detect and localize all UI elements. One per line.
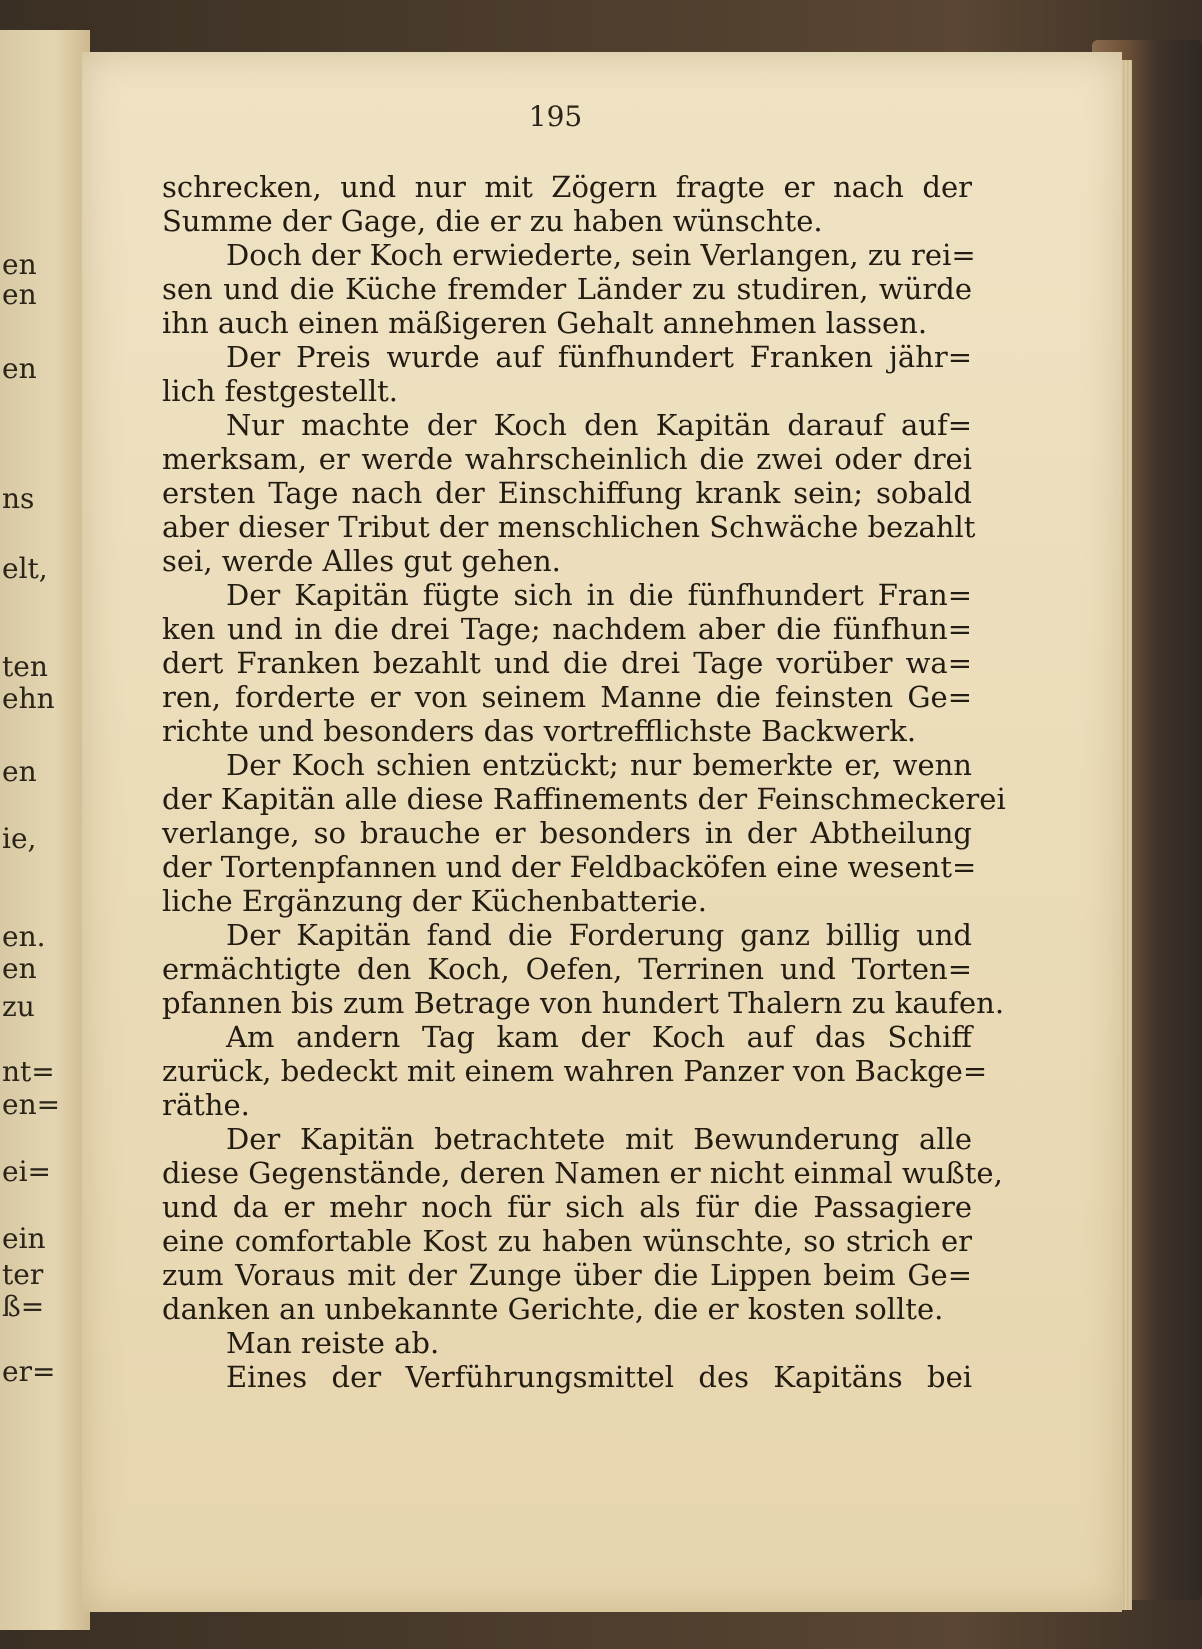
text-line: ken und in die drei Tage; nachdem aber die fünfhun= (162, 612, 972, 646)
text-line: der Kapitän alle diese Raffinements der Feinschmeckerei (162, 782, 1006, 816)
text-line: diese Gegenstände, deren Namen er nicht einmal wußte, (162, 1156, 1003, 1190)
previous-page-fragment: ten (2, 650, 48, 683)
text-line: Doch der Koch erwiederte, sein Verlangen, zu rei= (226, 238, 976, 272)
text-line: Eines der Verführungsmittel des Kapitäns bei (226, 1360, 972, 1394)
text-line: Am andern Tag kam der Koch auf das Schiff (226, 1020, 972, 1054)
text-line: eine comfortable Kost zu haben wünschte, so strich er (162, 1224, 972, 1258)
text-line: sei, werde Alles gut gehen. (162, 544, 561, 578)
text-line: Der Preis wurde auf fünfhundert Franken jähr= (226, 340, 972, 374)
text-line: schrecken, und nur mit Zögern fragte er nach der (162, 170, 972, 204)
previous-page-fragment: zu (2, 990, 35, 1023)
text-line: richte und besonders das vortrefflichste Backwerk. (162, 714, 917, 748)
text-line: aber dieser Tribut der menschlichen Schwäche bezahlt (162, 510, 976, 544)
text-line: pfannen bis zum Betrage von hundert Thalern zu kaufen. (162, 986, 1005, 1020)
text-line: Nur machte der Koch den Kapitän darauf auf= (226, 408, 972, 442)
previous-page-fragment: ei= (2, 1155, 51, 1188)
text-line: danken an unbekannte Gerichte, die er kosten sollte. (162, 1292, 944, 1326)
text-line: räthe. (162, 1088, 250, 1122)
previous-page-fragment: ter (2, 1258, 44, 1291)
text-line: lich festgestellt. (162, 374, 398, 408)
text-line: der Tortenpfannen und der Feldbacköfen eine wesent= (162, 850, 977, 884)
text-line: dert Franken bezahlt und die drei Tage vorüber wa= (162, 646, 972, 680)
previous-page-fragment: ß= (2, 1290, 45, 1323)
previous-page-fragment: ehn (2, 682, 55, 715)
page-number: 195 (528, 100, 583, 133)
previous-page-fragment: en. (2, 920, 46, 953)
previous-page-fragment: nt= (2, 1055, 55, 1088)
text-line: Der Kapitän fügte sich in die fünfhundert Fran= (226, 578, 972, 612)
text-line: Man reiste ab. (226, 1326, 440, 1360)
previous-page-fragment: en (2, 755, 37, 788)
text-line: ersten Tage nach der Einschiffung krank sein; sobald (162, 476, 972, 510)
text-line: merksam, er werde wahrscheinlich die zwei oder drei (162, 442, 972, 476)
text-line: sen und die Küche fremder Länder zu studiren, würde (162, 272, 972, 306)
text-line: Der Kapitän betrachtete mit Bewunderung alle (226, 1122, 972, 1156)
previous-page-fragment: en= (2, 1088, 61, 1121)
previous-page-fragment: ie, (2, 822, 37, 855)
text-line: ihn auch einen mäßigeren Gehalt annehmen lassen. (162, 306, 928, 340)
text-line: zum Voraus mit der Zunge über die Lippen beim Ge= (162, 1258, 972, 1292)
previous-page-fragment: en (2, 952, 37, 985)
text-line: Der Koch schien entzückt; nur bemerkte er, wenn (226, 748, 972, 782)
previous-page-fragment: en (2, 278, 37, 311)
previous-page-fragment: ns (2, 482, 35, 515)
body-text (162, 170, 1006, 1394)
text-line: verlange, so brauche er besonders in der Abtheilung (162, 816, 972, 850)
previous-page-fragment: elt, (2, 552, 48, 585)
text-line: zurück, bedeckt mit einem wahren Panzer von Backge= (162, 1054, 988, 1088)
previous-page-fragment: en (2, 352, 37, 385)
text-line: Der Kapitän fand die Forderung ganz billig und (226, 918, 972, 952)
previous-page-edge (0, 30, 90, 1630)
text-line: liche Ergänzung der Küchenbatterie. (162, 884, 707, 918)
previous-page-fragment: ein (2, 1222, 46, 1255)
previous-page-fragment: er= (2, 1355, 56, 1388)
text-line: und da er mehr noch für sich als für die Passagiere (162, 1190, 972, 1224)
text-line: Summe der Gage, die er zu haben wünschte. (162, 204, 823, 238)
text-line: ren, forderte er von seinem Manne die feinsten Ge= (162, 680, 972, 714)
text-line: ermächtigte den Koch, Oefen, Terrinen und Torten= (162, 952, 972, 986)
previous-page-fragment: en (2, 248, 37, 281)
